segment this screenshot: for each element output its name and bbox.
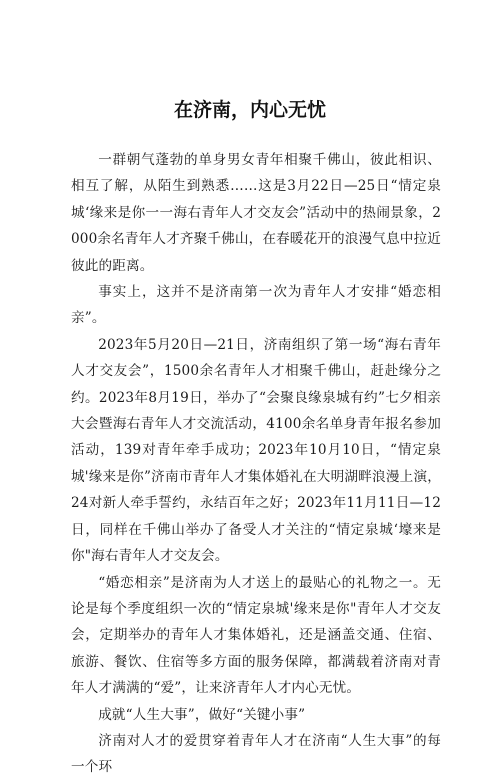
paragraph-4: “婚恋相亲”是济南为人才送上的最贴心的礼物之一。无论是每个季度组织一次的“情定泉城'缘来是你"青年人才交友会，定期举办的青年人才集体婚礼，还是涵盖交通、住宿、旅游、餐饮、住宿等多方面的服务保障，都满载着济南对青年人才满满的“爱”，让来济青年人才内心无忧。: [71, 574, 441, 697]
article-body: [71, 147, 441, 781]
paragraph-2: 事实上，这并不是济南第一次为青年人才安排“婚恋相亲”。: [71, 284, 441, 327]
section-heading: 成就“人生大事”，做好“关键小事”: [98, 706, 306, 723]
paragraph-5: 济南对人才的爱贯穿着青年人才在济南“人生大事”的每一个环: [71, 732, 441, 776]
paragraph-3: 2023年5月20日—21日，济南组织了第一场“海右青年人才交友会”，1500余名青年人才相聚千佛山，赶赴缘分之约。2023年8月19日，举办了“会聚良缘泉城有约”七夕相亲大会暨海右青年人才交流活动，4100余名单身青年报名参加活动，139对青年牵手成功；2023年10月10日，“情定泉城'缘来是你”济南市青年人才集体婚礼在大明湖畔浪漫上演，24对新人牵手誓约，永结百年之好；2023年11月11日—12日，同样在千佛山举办了备受人才关注的“情定泉城‘壕来是你"海右青年人才交友会。: [71, 336, 441, 565]
page-title: 在济南，内心无忧: [173, 99, 326, 121]
paragraph-1: 一群朝气蓬勃的单身男女青年相聚千佛山，彼此相识、相互了解，从陌生到熟悉……这是3月22日—25日“情定泉城‘缘来是你一一海右青年人才交友会”活动中的热闹景象，2000余名青年人才齐聚千佛山，在春暖花开的浪漫气息中拉近彼此的距离。: [71, 152, 441, 274]
